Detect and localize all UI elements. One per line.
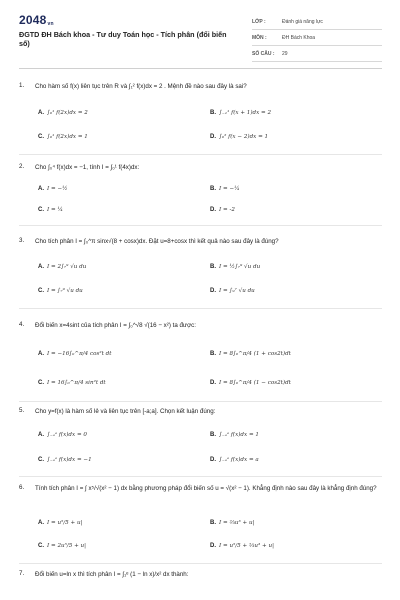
question-number: 2. [19, 163, 25, 170]
question-stem: Cho ∫₀⁴ f(x)dx = −1, tính I = ∫₀¹ f(4x)dx: [35, 164, 140, 171]
question-number: 7. [19, 570, 25, 577]
option-b[interactable]: B. I = ⅔u³ + u| [210, 520, 255, 526]
question-number: 3. [19, 237, 25, 244]
meta-key: MÔN : [252, 35, 267, 41]
header-divider [19, 68, 382, 69]
option-c[interactable]: C. ∫₋ₐᵃ f(x)dx = −1 [38, 457, 92, 463]
meta-value: 29 [282, 51, 288, 57]
question-number: 1. [19, 82, 25, 89]
meta-value: ĐH Bách Khoa [282, 35, 316, 41]
question-stem: Đổi biến x=4sint của tích phân I = ∫₀^√8 √(16 − x²) ta được: [35, 322, 196, 329]
exam-meta [252, 14, 382, 62]
option-b[interactable]: B. ∫₋₁¹ f(x + 1)dx = 2 [210, 110, 272, 116]
logo[interactable]: 2048vn [19, 13, 54, 27]
option-b[interactable]: B. I = 8∫₀^π/4 (1 + cos2t)dt [210, 351, 291, 357]
option-a[interactable]: A. ∫₋ₐᵃ f(x)dx = 0 [38, 432, 87, 438]
page-title: ĐGTD ĐH Bách khoa - Tư duy Toán học - Tích phân (đổi biến số) [19, 30, 227, 48]
option-a[interactable]: A. I = 2∫₇⁹ √u du [38, 264, 87, 270]
option-a[interactable]: A. I = u⁵/5 + u| [38, 520, 83, 526]
meta-key: SỐ CÂU : [252, 51, 275, 57]
question-stem: Cho y=f(x) là hàm số lẻ và liên tục trên [-a;a]. Chọn kết luận đúng: [35, 408, 216, 415]
question-divider [19, 154, 382, 155]
exam-header [0, 0, 400, 62]
option-c[interactable]: C. I = ¼ [38, 207, 63, 213]
option-c[interactable]: C. ∫₀¹ f(2x)dx = 1 [38, 134, 88, 140]
option-a[interactable]: A. I = −½ [38, 186, 68, 192]
option-d[interactable]: D. I = 8∫₀^π/4 (1 − cos2t)dt [210, 380, 291, 386]
meta-subject-row [252, 30, 382, 46]
option-d[interactable]: D. ∫₋ₐᵃ f(x)dx = a [210, 457, 259, 463]
question-divider [19, 563, 382, 564]
option-a[interactable]: A. I = −16∫₀^π/4 cos²t dt [38, 351, 112, 357]
question-stem: Cho hàm số f(x) liên tục trên R và ∫₁² f(x)dx = 2 . Mệnh đề nào sau đây là sai? [35, 83, 247, 90]
question-stem: Đổi biến u=ln x thì tích phân I = ∫₁ᵉ (1 − ln x)/x² dx thành: [35, 571, 189, 578]
meta-key: LỚP : [252, 19, 266, 25]
question-number: 4. [19, 321, 25, 328]
option-c[interactable]: C. I = 16∫₀^π/4 sin²t dt [38, 380, 106, 386]
option-b[interactable]: B. I = −¼ [210, 186, 240, 192]
question-divider [19, 308, 382, 309]
question-stem: Tính tích phân I = ∫ x⁵/√(x² − 1) dx bằng phương pháp đổi biến số u = √(x² − 1). Khẳng định nào sau đây là khẳng định đúng? [35, 485, 377, 492]
question-number: 6. [19, 484, 25, 491]
question-divider [19, 401, 382, 402]
question-divider [19, 476, 382, 477]
question-stem: Cho tích phân I = ∫₀^π sinx√(8 + cosx)dx. Đặt u=8+cosx thì kết quả nào sau đây là đúng? [35, 238, 279, 245]
meta-value: Đánh giá năng lực [282, 19, 323, 25]
option-c[interactable]: C. I = 2u⁵/5 + u| [38, 543, 87, 549]
option-b[interactable]: B. I = ½∫₇⁹ √u du [210, 264, 261, 270]
option-a[interactable]: A. ∫₀¹ f(2x)dx = 2 [38, 110, 88, 116]
option-d[interactable]: D. I = u⁵/5 + ⅔u³ + u| [210, 543, 274, 549]
option-d[interactable]: D. I = -2 [210, 207, 235, 213]
question-divider [19, 225, 382, 226]
question-number: 5. [19, 407, 25, 414]
meta-class-row [252, 14, 382, 30]
meta-count-row [252, 46, 382, 62]
option-d[interactable]: D. I = ∫₉⁷ √u du [210, 288, 255, 294]
option-d[interactable]: D. ∫₀² f(x − 2)dx = 1 [210, 134, 269, 140]
option-b[interactable]: B. ∫₋ₐᵃ f(x)dx = 1 [210, 432, 259, 438]
option-c[interactable]: C. I = ∫₇⁹ √u du [38, 288, 83, 294]
